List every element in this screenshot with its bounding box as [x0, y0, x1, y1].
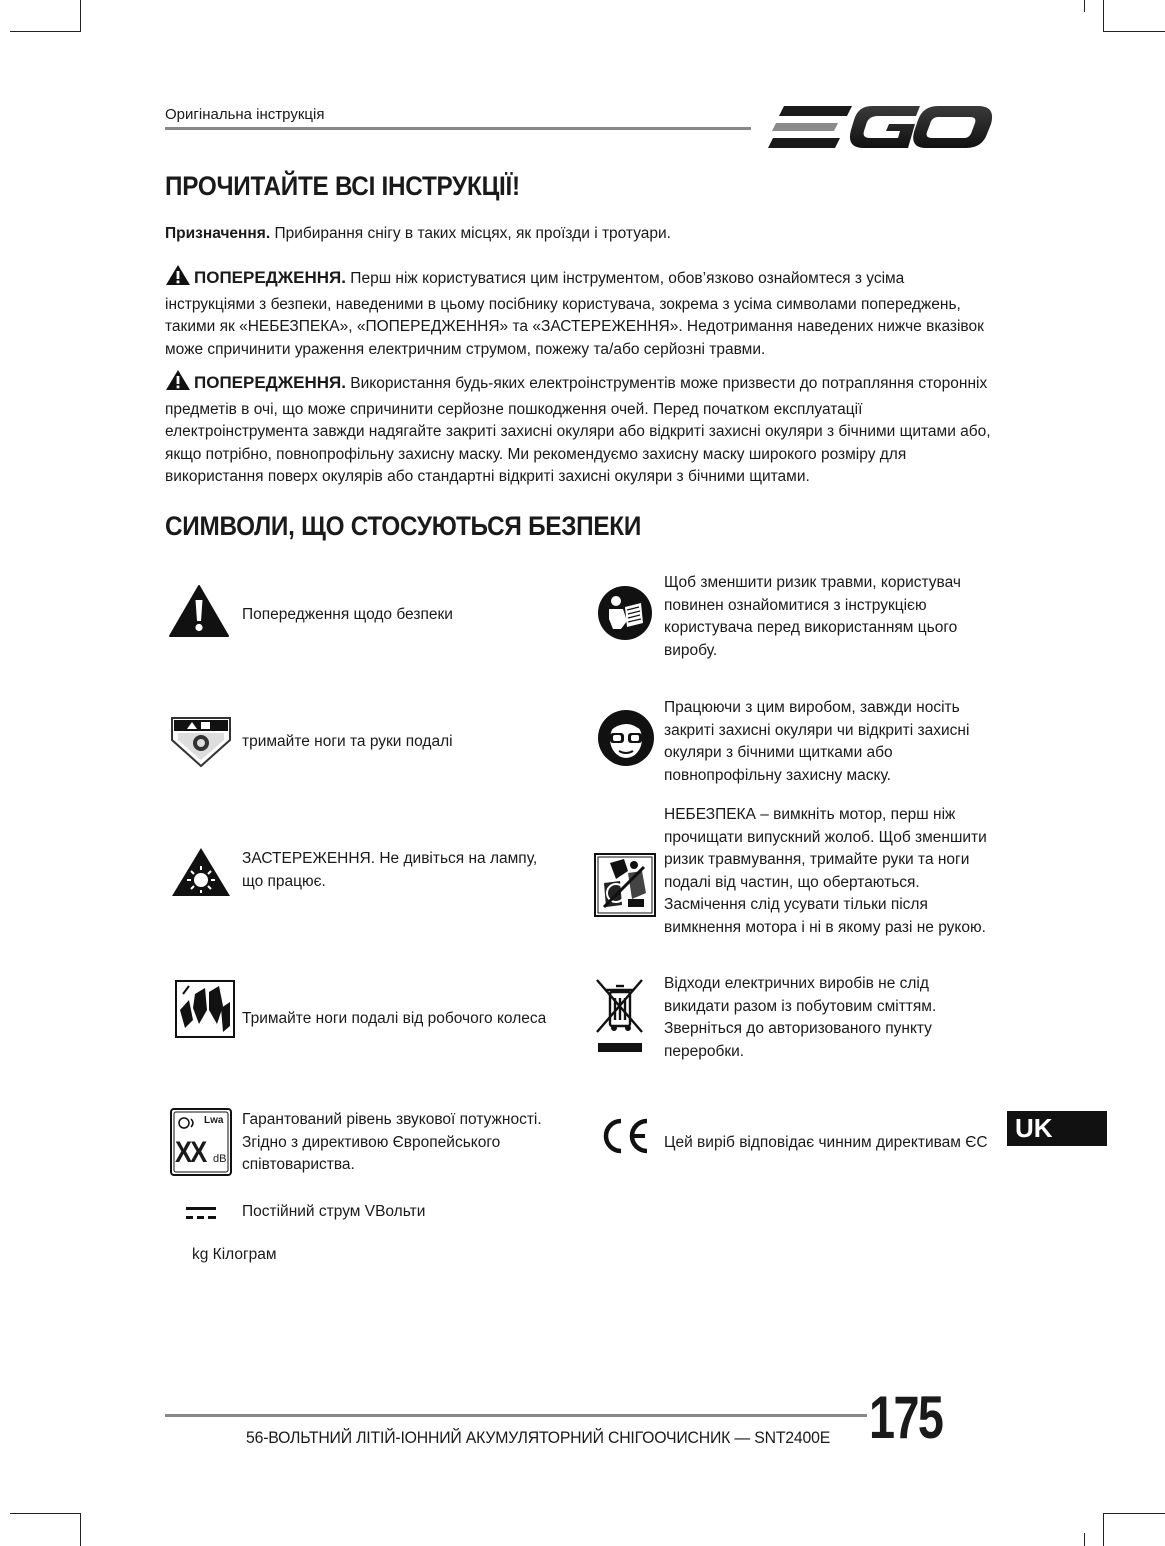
crop-mark: [1103, 1513, 1165, 1514]
direct-current-icon: [186, 1204, 218, 1229]
warning2-text: Використання будь-яких електроінструментів може призвести до потрапляння сторонніх предметів в очі, що може спричинити серйозне пошкодження очей. Перед початком експлуатації електроінструмента завжди надягайте закриті захисні окуляри або відкриті захисні окуляри з бічними щитами або, якщо потрібно, повнопрофільну захисну маску. Ми рекомендуємо захисну маску широкого розміру для використання поверх окулярів або стандартні відкриті захисні окуляри з бічними щитами.: [165, 375, 991, 485]
symbol-text: Тримайте ноги подалі від робочого колеса: [242, 1010, 547, 1027]
warning-paragraph-1: [165, 264, 995, 361]
warning1-label: ПОПЕРЕДЖЕННЯ.: [194, 268, 346, 287]
sound-power-level-icon: [170, 1108, 232, 1176]
symbol-text: Відходи електричних виробів не слід викидати разом із побутовим сміттям. Зверніться до авторизованого пункту переробки.: [664, 975, 937, 1060]
crop-mark: [80, 0, 81, 32]
sound-level-unit-label: Lwa: [204, 1115, 224, 1126]
warning1-text: Перш ніж користуватися цим інструментом, обов’язково ознайомтеся з усіма інструкціями з безпеки, наведеними в цьому посібнику користувача, зокрема з усіма символами попереджень, такими як «НЕБЕЗПЕКА», «ПОПЕРЕДЖЕННЯ» та «ЗАСТЕРЕЖЕННЯ». Недотримання наведених нижче вказівок може спричинити ураження електричним струмом, пожежу та/або серйозні травми.: [165, 270, 984, 358]
symbol-text: Цей виріб відповідає чинним директивам ЄС: [664, 1134, 988, 1151]
keep-feet-away-auger-icon: [175, 980, 235, 1043]
crop-mark: [1103, 1513, 1104, 1546]
warning2-label: ПОПЕРЕДЖЕННЯ.: [194, 373, 346, 392]
purpose-label: Призначення.: [165, 225, 271, 242]
danger-chute-icon: [594, 853, 656, 922]
kg-text: kg Кілограм: [192, 1246, 277, 1263]
symbol-text: Постійний струм VВольти: [242, 1203, 426, 1220]
warning-icon: [165, 264, 191, 294]
ego-logo: [768, 100, 993, 156]
crop-mark: [10, 1513, 80, 1514]
footer-text: 56-ВОЛЬТНИЙ ЛІТІЙ-ІОННИЙ АКУМУЛЯТОРНИЙ СНІГООЧИСНИК — SNT2400E: [246, 1428, 831, 1447]
page-number: 175: [869, 1384, 943, 1451]
language-tab: UK: [1007, 1111, 1107, 1146]
eye-protection-icon: [597, 709, 655, 772]
symbol-text: Попередження щодо безпеки: [242, 606, 453, 623]
do-not-look-at-lamp-icon: [170, 846, 232, 903]
ce-mark-icon: [602, 1118, 650, 1159]
sound-level-db-label: dB: [213, 1153, 227, 1165]
keep-hands-feet-away-icon: [170, 716, 232, 773]
read-manual-icon: [597, 585, 653, 646]
symbol-text: тримайте ноги та руки подалі: [242, 733, 453, 750]
symbol-text: Гарантований рівень звукової потужності. Згідно з директивою Європейського співтовариства.: [242, 1111, 542, 1173]
crop-mark: [1103, 0, 1104, 32]
sound-level-value-label: XX: [175, 1136, 206, 1169]
footer-rule: [165, 1414, 867, 1417]
symbol-text: Щоб зменшити ризик травми, користувач повинен ознайомитися з інструкцією користувача перед використанням цього виробу.: [664, 574, 961, 659]
crop-mark: [10, 31, 80, 32]
header-label: Оригінальна інструкція: [165, 106, 325, 123]
section-title-symbols: СИМВОЛИ, ЩО СТОСУЮТЬСЯ БЕЗПЕКИ: [165, 511, 642, 541]
crop-mark: [1084, 0, 1085, 12]
symbol-text: ЗАСТЕРЕЖЕННЯ. Не дивіться на лампу, що працює.: [242, 850, 538, 890]
symbol-text: Працюючи з цим виробом, завжди носіть закриті захисні окуляри чи відкриті захисні окуляри з бічними щитками або повнопрофільну захисну маску.: [664, 699, 970, 784]
crop-mark: [1084, 1533, 1085, 1546]
warning-icon: [165, 369, 191, 399]
warning-paragraph-2: [165, 369, 995, 489]
crop-mark: [1103, 31, 1165, 32]
page-title: ПРОЧИТАЙТЕ ВСІ ІНСТРУКЦІЇ!: [165, 171, 520, 201]
purpose-text: Прибирання снігу в таких місцях, як проїзди і тротуари.: [270, 225, 671, 242]
header-rule: [165, 127, 751, 130]
purpose-paragraph: [165, 223, 995, 246]
crop-mark: [80, 1513, 81, 1546]
safety-alert-icon: [168, 584, 230, 643]
symbol-text: НЕБЕЗПЕКА – вимкніть мотор, перш ніж прочищати випускний жолоб. Щоб зменшити ризик травмування, тримайте руки та ноги подалі від частин, що обертаються. Засмічення слід усувати тільки після вимкнення мотора і ні в якому разі не рукою.: [664, 806, 987, 936]
weee-bin-icon: [594, 978, 646, 1061]
